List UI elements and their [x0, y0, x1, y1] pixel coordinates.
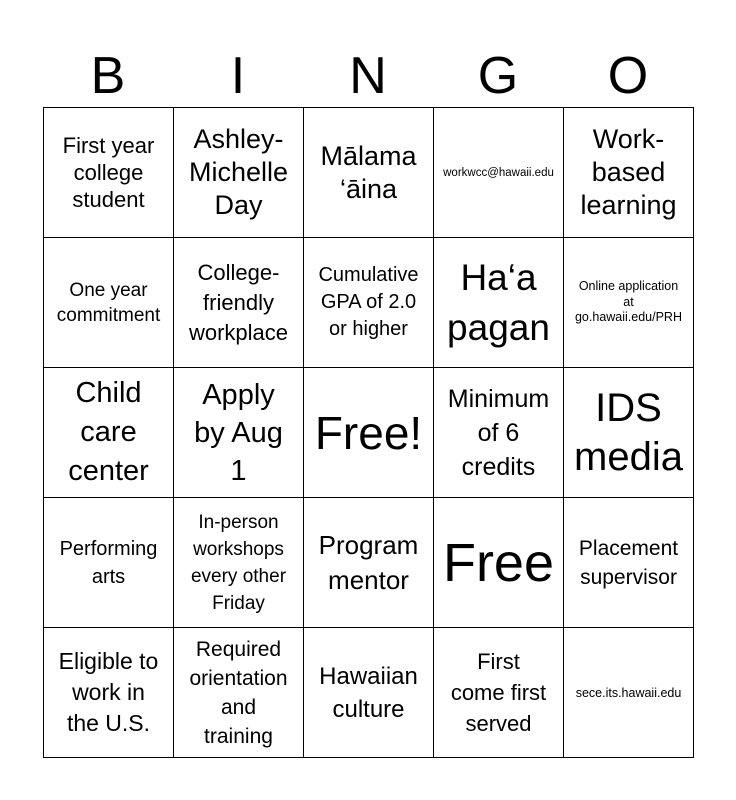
cell-text: sece.its.hawaii.edu — [575, 685, 682, 700]
bingo-cell[interactable] — [434, 108, 564, 238]
cell-text: Performing arts — [59, 537, 158, 588]
header-letter-g: G — [477, 47, 519, 105]
bingo-cell[interactable] — [434, 238, 564, 368]
cell-text: College- friendly workplace — [188, 259, 289, 345]
cell-text: IDS media — [574, 385, 683, 479]
bingo-cell[interactable] — [434, 368, 564, 498]
cell-text: Minimum of 6 credits — [447, 384, 550, 481]
cell-text: workwcc@hawaii.edu — [443, 166, 554, 179]
bingo-cell[interactable] — [44, 108, 174, 238]
cell-text: Program mentor — [318, 529, 419, 595]
bingo-cell[interactable] — [564, 368, 694, 498]
bingo-cell[interactable] — [304, 368, 434, 498]
cell-text: One year commitment — [56, 279, 161, 326]
bingo-cell[interactable] — [174, 628, 304, 758]
bingo-cell[interactable] — [174, 498, 304, 628]
bingo-cell[interactable] — [564, 238, 694, 368]
board-row-1 — [44, 108, 694, 238]
bingo-cell[interactable] — [174, 238, 304, 368]
cell-text: Hawaiian culture — [319, 662, 418, 723]
cell-text: Ashley- Michelle Day — [188, 124, 289, 220]
bingo-cell[interactable] — [174, 108, 304, 238]
cell-text: First year college student — [62, 133, 155, 212]
header-letter-n: N — [349, 47, 387, 105]
cell-text: Online application at go.hawaii.edu/PRH — [574, 279, 682, 325]
board-row-2 — [44, 238, 694, 368]
bingo-cell[interactable] — [304, 498, 434, 628]
bingo-cell[interactable] — [304, 108, 434, 238]
bingo-header — [43, 48, 693, 104]
bingo-cell[interactable] — [44, 238, 174, 368]
cell-text: Apply by Aug 1 — [194, 378, 283, 487]
bingo-cell[interactable] — [564, 108, 694, 238]
cell-text: Work- based learning — [580, 124, 677, 220]
cell-text: Required orientation and training — [189, 637, 288, 748]
cell-text: Mālama ‘āina — [320, 140, 417, 204]
bingo-cell[interactable] — [434, 498, 564, 628]
cell-text: Ha‘a pagan — [447, 256, 550, 348]
header-letter-i: I — [230, 47, 246, 105]
bingo-cell[interactable] — [44, 498, 174, 628]
cell-text: Free! — [314, 406, 423, 459]
bingo-board — [43, 107, 694, 758]
bingo-cell[interactable] — [564, 628, 694, 758]
board-row-5 — [44, 628, 694, 758]
cell-text: In-person workshops every other Friday — [190, 511, 287, 614]
header-letter-o: O — [607, 47, 649, 105]
cell-text: Eligible to work in the U.S. — [58, 648, 159, 736]
cell-text: Free — [442, 532, 555, 593]
bingo-cell[interactable] — [304, 238, 434, 368]
bingo-cell[interactable] — [564, 498, 694, 628]
cell-text: First come first served — [450, 649, 547, 736]
header-letter-b: B — [90, 47, 126, 105]
cell-text: Child care center — [68, 377, 149, 487]
bingo-cell[interactable] — [44, 628, 174, 758]
bingo-cell[interactable] — [44, 368, 174, 498]
board-row-3 — [44, 368, 694, 498]
bingo-cell[interactable] — [434, 628, 564, 758]
cell-text: Cumulative GPA of 2.0 or higher — [318, 264, 419, 340]
cell-text: Placement supervisor — [578, 536, 679, 589]
bingo-cell[interactable] — [174, 368, 304, 498]
bingo-cell[interactable] — [304, 628, 434, 758]
board-row-4 — [44, 498, 694, 628]
